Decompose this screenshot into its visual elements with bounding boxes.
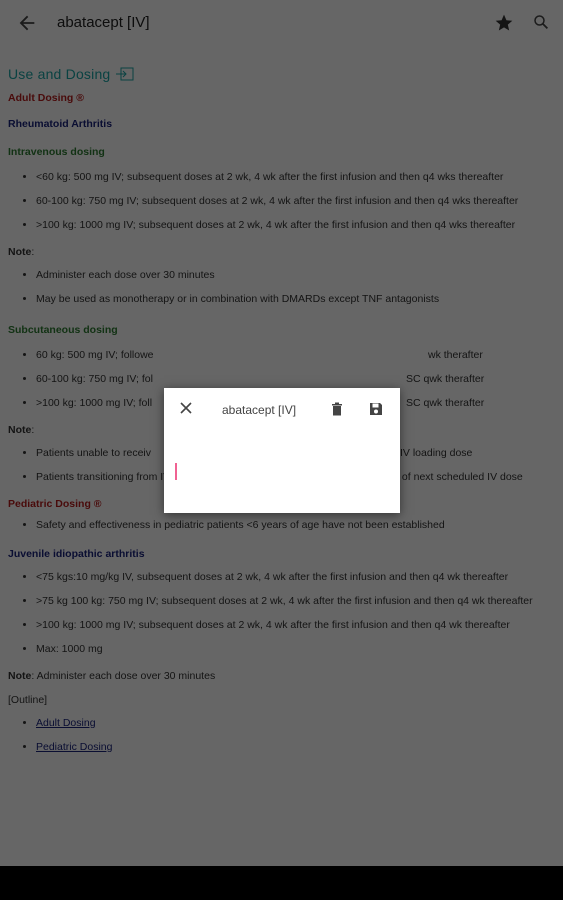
dialog-title: abatacept [IV] bbox=[222, 403, 297, 417]
note-dialog bbox=[164, 388, 400, 513]
save-icon[interactable] bbox=[369, 402, 383, 416]
close-icon[interactable] bbox=[178, 400, 194, 416]
text-cursor[interactable] bbox=[175, 463, 177, 480]
system-nav-bar bbox=[0, 866, 563, 900]
trash-icon[interactable] bbox=[330, 402, 344, 416]
